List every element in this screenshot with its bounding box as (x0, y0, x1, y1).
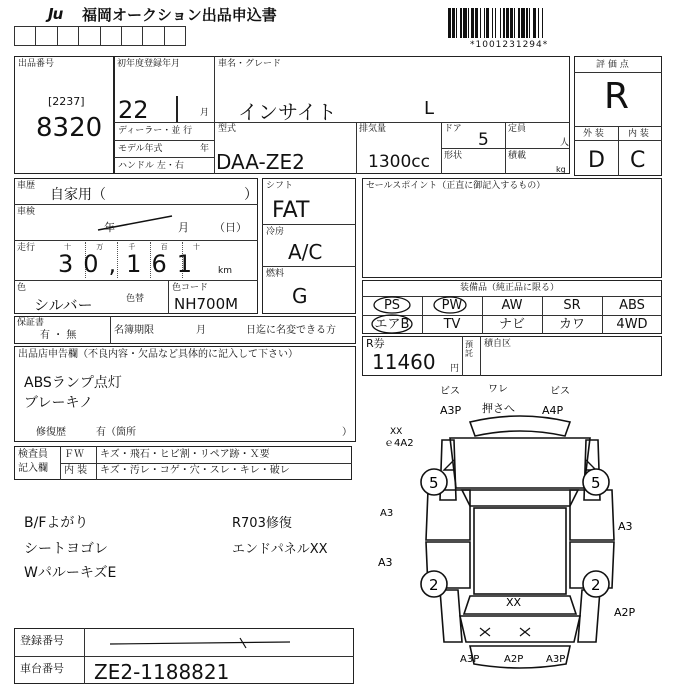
form-title: 福岡オークション出品申込書 (82, 6, 277, 24)
ac-label: 冷房 (266, 227, 285, 237)
equip-navi: ナビ (498, 317, 525, 332)
repair-label: 修復歴 (36, 427, 66, 438)
doors-label: ドア (444, 124, 462, 134)
lot-sub-number: [2237] (48, 95, 85, 108)
grade-value: L (424, 98, 435, 119)
equipment-label: 装備品（純正品に限る） (460, 283, 560, 293)
shape-label: 形状 (444, 151, 463, 161)
type-value: DAA-ZE2 (216, 150, 305, 174)
annot-e4a2: ｅ4A2 (384, 438, 414, 449)
shift-label: シフト (266, 181, 294, 191)
inspection-year: 年 (104, 221, 115, 234)
annot-bisu-left: ビス (440, 386, 460, 397)
mileage-unit: km (218, 266, 232, 276)
annot-xx-rear: XX (506, 596, 522, 609)
warranty-has: 有 ・ 無 (40, 330, 77, 341)
fuel-label: 燃料 (266, 269, 285, 279)
equip-circles (362, 296, 482, 336)
top-box-row (14, 26, 186, 46)
doors-value: 5 (478, 130, 489, 150)
inspection-month: 月 (178, 221, 189, 234)
recycle-label: R券 (366, 337, 385, 350)
annot-a2p-right: A2P (614, 606, 636, 619)
inspector-row1-text: キズ・飛石・ヒビ割・リペア跡・Ｘ要 (100, 449, 270, 460)
rating-value: R (604, 76, 630, 117)
inspector-row1-head: ＦＷ (64, 449, 84, 460)
inspector-row2-head: 内 装 (64, 465, 88, 476)
sales-points-box (362, 178, 662, 278)
exterior-label: 外 装 (583, 129, 604, 139)
inspection-label: 車検 (17, 207, 36, 217)
ac-value: A/C (288, 240, 323, 264)
ju-logo: Ju (48, 5, 63, 23)
displacement-value: 1300cc (368, 152, 430, 172)
tire-rear-left: 2 (429, 576, 439, 594)
year-value: 22 (118, 96, 149, 124)
note-right-1: R703修復 (232, 516, 292, 531)
chassis-value: ZE2-1188821 (94, 660, 230, 684)
equip-4wd: 4WD (616, 317, 648, 332)
sales-points-label: セールスポイント（正直に御記入するもの） (366, 181, 546, 191)
equip-leather: カワ (558, 317, 585, 332)
history-label: 車歴 (17, 181, 36, 191)
declaration-line-2: ブレーキノ (24, 395, 94, 411)
annot-a2p-bottom: A2P (504, 654, 524, 665)
annot-osae: 押さへ (482, 402, 515, 415)
annot-a3-right: A3 (618, 520, 633, 533)
equip-pw: PW (441, 298, 463, 313)
color-code-value: NH700M (174, 295, 239, 313)
recolor-label: 色替 (126, 294, 145, 304)
model-year-unit: 年 (200, 144, 210, 154)
equip-sr: SR (563, 298, 581, 313)
inspection-day: （日） (214, 221, 247, 234)
inspector-label-1: 検査員 (18, 449, 48, 460)
warranty-note: 日迄に名変できる方 (246, 325, 336, 336)
year-unit: 月 (200, 108, 210, 118)
equip-abs: ABS (619, 298, 645, 313)
name-value: インサイト (238, 100, 337, 124)
annot-a3p-bottom-left: A3P (460, 654, 480, 665)
lot-label: 出品番号 (18, 59, 55, 69)
repair-close: ） (342, 427, 352, 438)
name-label: 車名・グレード (218, 59, 282, 69)
type-label: 型式 (218, 124, 237, 134)
note-line-1: B/Fよがり (24, 515, 89, 531)
capacity-unit: 人 (560, 138, 570, 148)
model-year-label: モデル年式 (118, 144, 163, 154)
equip-tv: TV (443, 317, 461, 332)
warranty-label: 保証書 (17, 318, 45, 328)
lot-number: 8320 (36, 113, 103, 143)
load-label: 積載 (508, 151, 527, 161)
annot-a3-left: A3 (380, 508, 394, 519)
annot-bisu-right: ビス (550, 386, 570, 397)
color-value: シルバー (34, 296, 93, 314)
color-code-label: 色コード (172, 283, 209, 293)
history-value: 自家用（ (50, 187, 106, 203)
barcode-text: *1001231294* (470, 40, 549, 50)
car-damage-diagram (370, 380, 670, 680)
repair-value: 有（箇所 (96, 427, 136, 438)
equip-airbag: エアB (374, 317, 410, 332)
color-label: 色 (17, 283, 27, 293)
tire-rear-right: 2 (591, 576, 601, 594)
note-right-2: エンドパネルXX (232, 542, 328, 557)
rating-label: 評 価 点 (596, 60, 629, 70)
barcode-space (543, 8, 545, 38)
tire-front-right: 5 (591, 474, 601, 492)
recycle-deposit-label: 預託 (465, 340, 473, 358)
declaration-label: 出品店申告欄（不良内容・欠品など具体的に記入して下さい） (18, 349, 298, 360)
annot-a3p-bottom-right: A3P (546, 654, 566, 665)
annot-a4p: A4P (542, 404, 564, 417)
equip-aw: AW (501, 298, 523, 313)
tire-front-left: 5 (429, 474, 439, 492)
equip-ps: PS (383, 298, 401, 313)
interior-value: C (630, 148, 646, 173)
inspector-row2-text: キズ・汚レ・コゲ・穴・スレ・キレ・破レ (100, 465, 290, 476)
annot-xx-left: XX (390, 427, 403, 437)
inspector-label-2: 記入欄 (18, 463, 48, 474)
year-label: 初年度登録年月 (117, 59, 181, 69)
capacity-label: 定員 (508, 124, 527, 134)
dealer-label: ディーラー・並 行 (118, 126, 193, 136)
mileage-grid: 十 万 千 百 十 (54, 242, 214, 278)
mileage-label: 走行 (17, 243, 36, 253)
annot-a3-left-lower: A3 (378, 556, 393, 569)
history-close: ） (244, 187, 258, 203)
mileage-value: 30,161 (58, 250, 202, 278)
note-line-2: シートヨゴレ (24, 541, 108, 557)
inspection-strike (96, 212, 176, 234)
fuel-value: G (292, 284, 308, 308)
interior-label: 内 装 (628, 129, 649, 139)
service-unit: 月 (196, 325, 206, 336)
recycle-other-label: 積自区 (484, 339, 512, 349)
barcode (448, 8, 608, 38)
load-unit: kg (556, 165, 566, 174)
registration-dash (100, 636, 300, 650)
handle-label: ハンドル 左・右 (118, 161, 184, 171)
displacement-label: 排気量 (359, 124, 387, 134)
registration-label: 登録番号 (20, 634, 64, 647)
shift-value: FAT (272, 198, 310, 223)
recycle-value: 11460 (372, 350, 436, 374)
declaration-line-1: ABSランプ点灯 (24, 375, 122, 391)
service-label: 名簿期限 (114, 325, 154, 336)
annot-a3p-top: A3P (440, 404, 462, 417)
exterior-value: D (588, 148, 605, 173)
note-line-3: WパルーキズE (24, 565, 117, 581)
recycle-unit: 円 (450, 364, 460, 374)
annot-ware: ワレ (488, 384, 508, 395)
chassis-label: 車台番号 (20, 662, 64, 675)
